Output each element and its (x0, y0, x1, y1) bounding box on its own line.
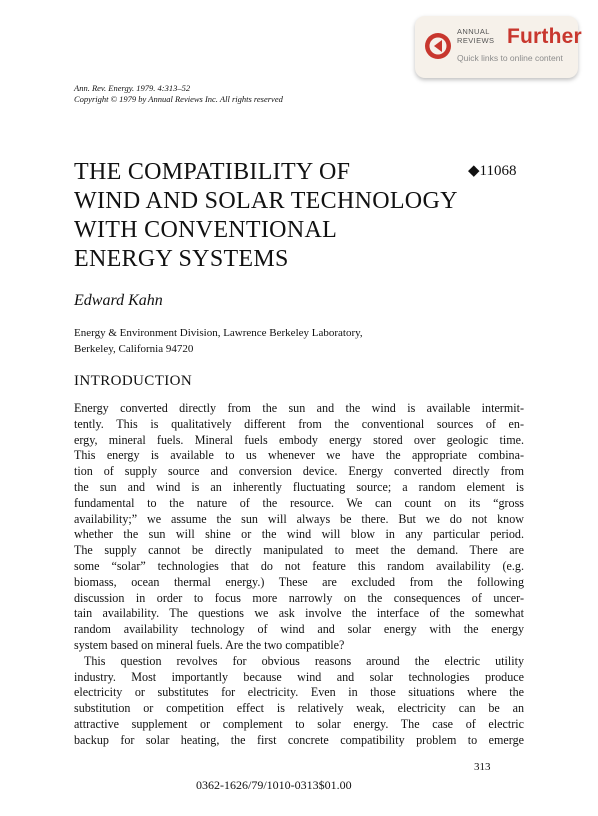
title-line: THE COMPATIBILITY OF (74, 159, 351, 185)
body-line: availability;” we assume the sun will always be there. But we do not know (74, 511, 524, 526)
body-line: industry. Most importantly because wind and solar technologies produce (74, 669, 524, 684)
section-heading: INTRODUCTION (74, 373, 193, 389)
body-line: system based on mineral fuels. Are the two compatible? (74, 637, 345, 652)
body-line: fundamental to the nature of the resource. We can count on its “gross (74, 495, 524, 510)
body-line: attractive supplement or complement to solar energy. The case of electric (74, 716, 524, 731)
author-name: Edward Kahn (74, 292, 163, 309)
file-number: ◆11068 (468, 163, 517, 179)
journal-citation (74, 83, 283, 105)
copyright-line: Copyright © 1979 by Annual Reviews Inc. All rights reserved (74, 94, 283, 104)
quick-links-text: Quick links to online content (457, 53, 563, 63)
body-line: tently. This is qualitatively different from the conventional sources of en- (74, 416, 524, 431)
body-line: the sun and wind is an inherently fluctuating source; a random element is (74, 479, 524, 494)
body-text (74, 401, 524, 749)
page-number: 313 (474, 761, 491, 773)
further-wordmark: Further (507, 25, 582, 48)
body-line: tain availability. The questions we ask involve the interface of the somewhat (74, 606, 524, 621)
body-line: The supply cannot be directly manipulated to meet the demand. There are (74, 543, 524, 558)
body-line: tion of supply source and conversion device. Energy converted directly from (74, 464, 524, 479)
title-line: WITH CONVENTIONAL (74, 217, 338, 243)
annual-reviews-logo-icon (421, 29, 461, 63)
body-line: backup for solar heating, the first concrete compatibility problem to emerge (74, 732, 524, 747)
annual-reviews-wordmark: ANNUAL REVIEWS (457, 27, 495, 45)
body-line: Energy converted directly from the sun and the wind is available intermit- (74, 401, 524, 415)
body-line: ergy, mineral fuels. Mineral fuels embody energy stored over geologic time. (74, 432, 524, 447)
title-line: WIND AND SOLAR TECHNOLOGY (74, 188, 458, 214)
author-affiliation (74, 325, 363, 357)
article-title (74, 158, 458, 274)
body-line: electricity or substitutes for electricity. Even in those situations where the (74, 685, 524, 700)
body-line: random availability technology of wind and solar energy with the energy (74, 622, 524, 637)
body-line: whether the sun will shine or the wind will blow in any particular period. (74, 527, 524, 542)
body-line: discussion in order to focus more narrowly on the consequences of uncer- (74, 590, 524, 605)
body-line: This question revolves for obvious reasons around the electric utility (84, 653, 524, 668)
annual-reviews-further-banner[interactable] (415, 16, 582, 78)
body-line: biomass, ocean thermal energy.) These are excluded from the following (74, 574, 524, 589)
body-line: substitution or competition effect is relatively weak, electricity can be an (74, 701, 524, 716)
footer-code: 0362-1626/79/1010-0313$01.00 (196, 778, 352, 792)
citation-line: Ann. Rev. Energy. 1979. 4:313–52 (74, 83, 191, 93)
body-line: This energy is available to us whenever we have the appropriate combina- (74, 448, 524, 463)
affiliation-line: Energy & Environment Division, Lawrence Berkeley Laboratory, (74, 327, 363, 339)
title-line: ENERGY SYSTEMS (74, 246, 289, 272)
body-line: some “solar” technologies that do not feature this random availability (e.g. (74, 558, 524, 573)
affiliation-line: Berkeley, California 94720 (74, 343, 194, 355)
